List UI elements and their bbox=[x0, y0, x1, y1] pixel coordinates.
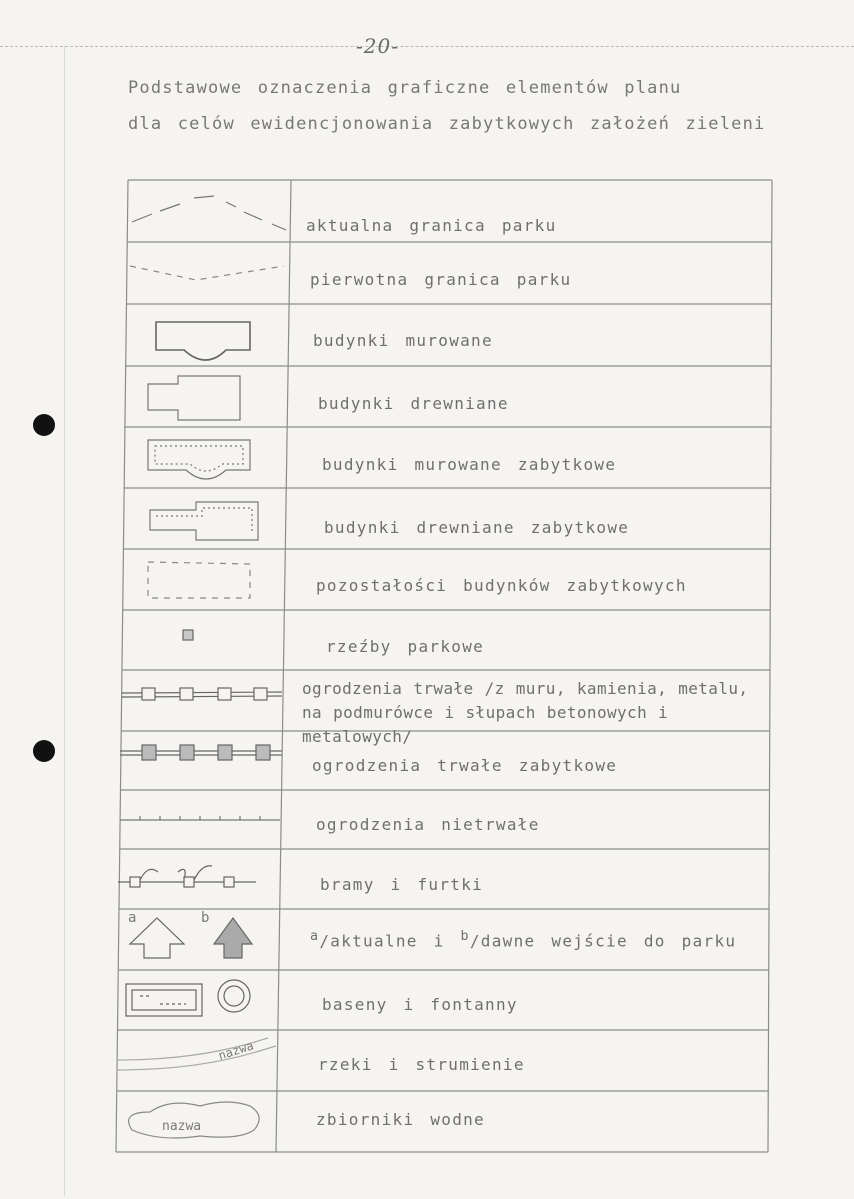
arrow-marker-b: b bbox=[201, 910, 210, 926]
legend-label: rzeźby parkowe bbox=[326, 637, 485, 656]
legend-label: budynki drewniane bbox=[318, 394, 509, 413]
legend-label: aktualna granica parku bbox=[306, 216, 557, 235]
gate-symbol bbox=[118, 866, 256, 887]
legend-label: budynki drewniane zabytkowe bbox=[324, 518, 630, 537]
river-name-placeholder: nazwa bbox=[216, 1038, 256, 1063]
legend-label: bramy i furtki bbox=[320, 875, 484, 894]
legend-label: budynki murowane zabytkowe bbox=[322, 455, 617, 474]
superscript-b: b bbox=[460, 929, 470, 944]
legend-label: budynki murowane bbox=[313, 331, 493, 350]
pond-name-placeholder: nazwa bbox=[162, 1119, 202, 1134]
building-remains-symbol bbox=[148, 562, 250, 598]
pool-fountain-symbol bbox=[126, 980, 250, 1016]
legend-label: ogrodzenia trwałe zabytkowe bbox=[312, 756, 618, 775]
legend-label-entrances bbox=[310, 929, 736, 950]
river-symbol bbox=[118, 1038, 276, 1070]
historic-masonry-building-symbol bbox=[148, 440, 250, 479]
temporary-fence-symbol bbox=[120, 816, 280, 820]
wooden-building-symbol bbox=[148, 376, 240, 420]
arrow-marker-a: a bbox=[128, 910, 137, 926]
heading-line-1: Podstawowe oznaczenia graficzne elementów planu bbox=[128, 78, 682, 98]
heading-line-2: dla celów ewidencjonowania zabytkowych założeń zieleni bbox=[128, 114, 766, 134]
label-part-current: /aktualne i bbox=[319, 931, 461, 951]
superscript-a: a bbox=[310, 929, 320, 944]
legend-label: pierwotna granica parku bbox=[310, 270, 572, 289]
legend-label: pozostałości budynków zabytkowych bbox=[316, 576, 687, 595]
dashed-line-symbol bbox=[132, 196, 286, 230]
legend-label: rzeki i strumienie bbox=[318, 1055, 525, 1074]
sculpture-symbol bbox=[183, 630, 193, 640]
entrance-arrows-symbol bbox=[128, 910, 252, 958]
legend-label: ogrodzenia trwałe /z muru, kamienia, metalu, na podmurówce i słupach betonowych i metalowych/ bbox=[302, 679, 749, 746]
page-number: -20- bbox=[356, 34, 399, 58]
fine-dashed-line-symbol bbox=[130, 266, 284, 280]
legend-label: baseny i fontanny bbox=[322, 995, 518, 1014]
legend-label: zbiorniki wodne bbox=[316, 1110, 485, 1129]
historic-wooden-building-symbol bbox=[150, 502, 258, 540]
permanent-fence-symbol bbox=[122, 688, 282, 700]
pond-symbol bbox=[129, 1102, 260, 1138]
historic-fence-symbol bbox=[120, 745, 282, 760]
legend-label: ogrodzenia nietrwałe bbox=[316, 815, 540, 834]
masonry-building-symbol bbox=[156, 322, 250, 360]
label-part-former: /dawne wejście do parku bbox=[469, 931, 737, 951]
